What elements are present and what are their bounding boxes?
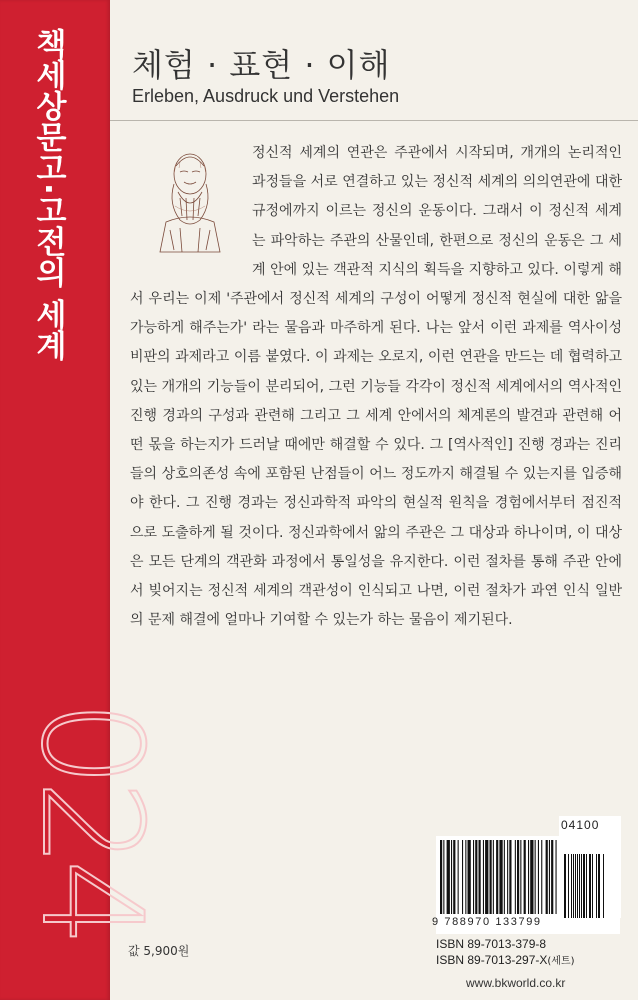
- isbn-block: [436, 936, 575, 970]
- header-divider: [110, 120, 638, 121]
- book-title: 체험 · 표현 · 이해: [132, 46, 391, 84]
- addon-digits: 04100: [561, 818, 600, 832]
- volume-number: 024: [11, 700, 172, 940]
- isbn-set-label: (세트): [547, 956, 575, 967]
- description-text: [130, 139, 622, 635]
- book-subtitle: Erleben, Ausdruck und Verstehen: [132, 86, 400, 106]
- description-body: 정신적 세계의 연관은 주관에서 시작되며, 개개의 논리적인 과정들을 서로 연결하고 있는 정신적 세계의 의의연관에 대한 규정에까지 이르는 정신의 운동이다. 그래서 이 정신적 세계는 파악하는 주관의 산물인데, 한편으로 정신의 운동은 그 세계 안에 있는 객관적 지식의 획득을 지향하고 있다. 이렇게 해서 우리는 이제 '주관에서 정신적 세계의 구성이 어떻게 정신적 현실에 대한 앎을 가능하게 해주는가' 라는 물음과 마주하게 된다. 나는 앞서 이런 과제를 역사이성 비판의 과제라고 이름 붙였다. 이 과제는 오로지, 이런 연관을 만드는 데 협력하고 있는 개개의 기능들이 분리되어, 그런 기능들 각각이 정신적 세계에서의 역사적인 진행 경과의 구성과 관련해 그리고 그 세계 안에서의 체계론의 발견과 관련해 어떤 몫을 하는지가 드러날 때에만 해결할 수 있다. 그 [역사적인] 진행 경과는 진리들의 상호의존성 속에 포함된 난점들이 어느 정도까지 해결될 수 있는지를 입증해야 한다. 그 진행 경과는 정신과학적 파악의 현실적 원칙을 경험에서부터 점진적으로 도출하게 될 것이다. 정신과학에서 앎의 주관은 그 대상과 하나이며, 이 대상은 모든 단계의 객관화 과정에서 통일성을 유지한다. 이런 절차를 통해 주관 안에서 빚어지는 정신적 세계의 객관성이 인식되고 나면, 이런 절차가 과연 인식 일반의 문제 해결에 얼마나 기여할 수 있는가 하는 물음이 제기된다.: [130, 145, 622, 629]
- back-cover-main: [110, 0, 638, 1000]
- isbn-line-2-code: ISBN 89-7013-297-X: [436, 953, 548, 967]
- isbn-line-1: ISBN 89-7013-379-8: [436, 937, 547, 951]
- isbn-line-2: [436, 952, 575, 970]
- portrait-space: [130, 139, 252, 259]
- series-title: 책세상문고·고전의 세계: [30, 28, 66, 361]
- price-label: 값 5,900원: [128, 944, 190, 958]
- publisher-website: www.bkworld.co.kr: [466, 976, 566, 990]
- barcode-digits: 9 788970 133799: [432, 916, 542, 928]
